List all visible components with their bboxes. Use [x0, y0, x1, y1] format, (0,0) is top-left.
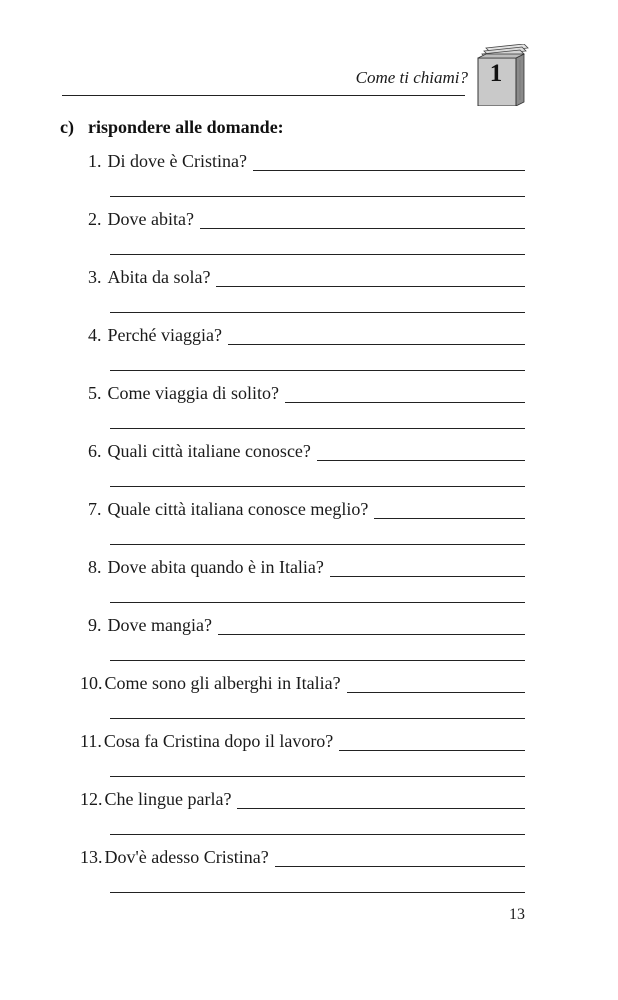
answer-line-2[interactable] [110, 660, 525, 661]
question-row [88, 151, 247, 172]
question-number: 10. [80, 673, 103, 693]
answer-line-1[interactable] [216, 286, 525, 287]
question-row [88, 325, 222, 346]
header-rule [62, 95, 465, 96]
question-item [0, 325, 618, 375]
section-instruction: rispondere alle domande: [88, 117, 284, 137]
answer-line-1[interactable] [347, 692, 525, 693]
answer-line-2[interactable] [110, 486, 525, 487]
question-item [0, 789, 618, 839]
answer-line-2[interactable] [110, 370, 525, 371]
question-item [0, 441, 618, 491]
question-row [88, 209, 194, 230]
question-row [88, 383, 279, 404]
question-text: Quali città italiane conosce? [107, 441, 311, 461]
chapter-title: Come ti chiami? [355, 68, 468, 87]
question-row [88, 499, 368, 520]
question-number: 3. [88, 267, 102, 287]
answer-line-1[interactable] [237, 808, 525, 809]
answer-line-2[interactable] [110, 602, 525, 603]
question-number: 6. [88, 441, 102, 461]
question-row [88, 267, 210, 288]
question-text: Quale città italiana conosce meglio? [107, 499, 369, 519]
answer-line-1[interactable] [218, 634, 525, 635]
answer-line-2[interactable] [110, 544, 525, 545]
question-number: 13. [80, 847, 103, 867]
answer-line-1[interactable] [200, 228, 525, 229]
question-number: 2. [88, 209, 102, 229]
question-text: Dov'è adesso Cristina? [104, 847, 269, 867]
question-item [0, 267, 618, 317]
answer-line-2[interactable] [110, 834, 525, 835]
question-text: Abita da sola? [107, 267, 211, 287]
answer-line-1[interactable] [275, 866, 525, 867]
answer-line-1[interactable] [374, 518, 525, 519]
question-text: Dove abita quando è in Italia? [107, 557, 324, 577]
question-row [80, 847, 269, 868]
answer-line-2[interactable] [110, 718, 525, 719]
page-number: 13 [509, 906, 525, 923]
question-item [0, 383, 618, 433]
question-row [80, 731, 333, 752]
question-row [88, 615, 212, 636]
question-row [80, 789, 231, 810]
answer-line-2[interactable] [110, 312, 525, 313]
question-row [88, 557, 324, 578]
question-number: 4. [88, 325, 102, 345]
question-text: Dove abita? [107, 209, 194, 229]
question-item [0, 557, 618, 607]
answer-line-2[interactable] [110, 892, 525, 893]
question-item [0, 731, 618, 781]
question-row [80, 673, 341, 694]
answer-line-1[interactable] [317, 460, 525, 461]
question-number: 12. [80, 789, 103, 809]
question-text: Come viaggia di solito? [107, 383, 279, 403]
question-item [0, 209, 618, 259]
chapter-number: 1 [489, 60, 503, 87]
question-number: 1. [88, 151, 102, 171]
question-text: Che lingue parla? [104, 789, 232, 809]
question-text: Cosa fa Cristina dopo il lavoro? [103, 731, 334, 751]
question-number: 9. [88, 615, 102, 635]
question-number: 7. [88, 499, 102, 519]
question-text: Di dove è Cristina? [107, 151, 247, 171]
question-number: 11. [80, 731, 102, 751]
answer-line-1[interactable] [330, 576, 525, 577]
page-header [0, 0, 618, 110]
section-heading [60, 117, 284, 138]
answer-line-2[interactable] [110, 776, 525, 777]
answer-line-1[interactable] [228, 344, 525, 345]
question-text: Perché viaggia? [107, 325, 222, 345]
section-letter: c) [60, 117, 74, 137]
question-item [0, 151, 618, 201]
answer-line-2[interactable] [110, 196, 525, 197]
answer-line-1[interactable] [253, 170, 525, 171]
question-number: 5. [88, 383, 102, 403]
question-text: Dove mangia? [107, 615, 212, 635]
answer-line-2[interactable] [110, 254, 525, 255]
answer-line-1[interactable] [285, 402, 525, 403]
question-item [0, 847, 618, 897]
answer-line-1[interactable] [339, 750, 525, 751]
question-row [88, 441, 311, 462]
question-number: 8. [88, 557, 102, 577]
question-item [0, 499, 618, 549]
question-text: Come sono gli alberghi in Italia? [104, 673, 341, 693]
question-item [0, 673, 618, 723]
answer-line-2[interactable] [110, 428, 525, 429]
question-item [0, 615, 618, 665]
